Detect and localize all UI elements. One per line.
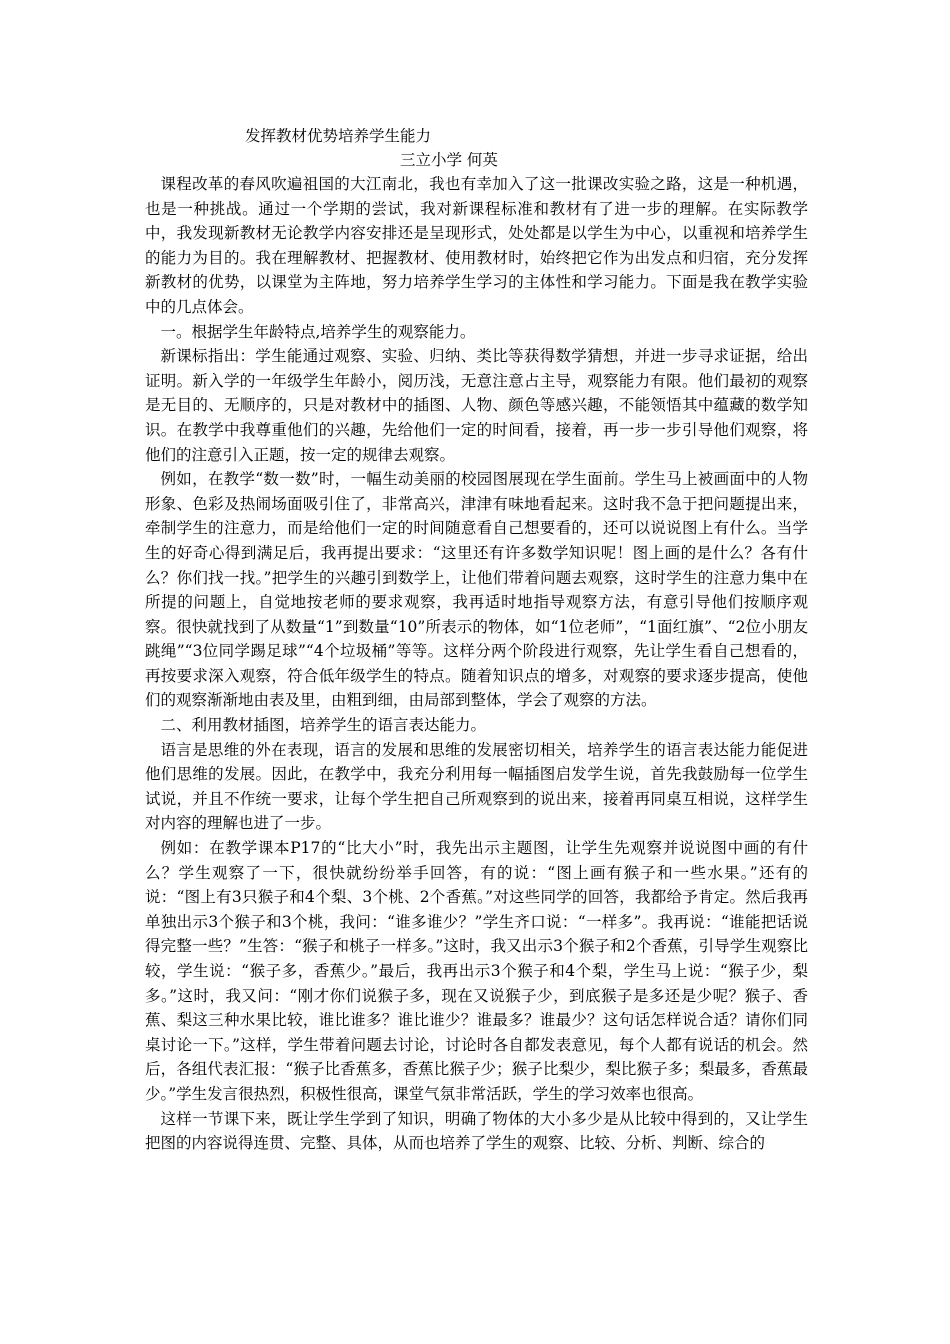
paragraph-observation: 新课标指出：学生能通过观察、实验、归纳、类比等获得数学猜想，并进一步寻求证据，给出证明。新入学的一年级学生年龄小，阅历浅，无意注意占主导，观察能力有限。他们最初的观察是无目的、无顺序的，只是对教材中的插图、人物、颜色等感兴趣，不能领悟其中蕴藏的数学知识。在教学中我尊重他们的兴趣，先给他们一定的时间看，接着，再一步一步引导他们观察，将他们的注意引入正题，按一定的规律去观察。 <box>145 347 808 464</box>
section-heading-1: 一。根据学生年龄特点,培养学生的观察能力。 <box>160 322 476 341</box>
document-page <box>145 124 808 1156</box>
paragraph-conclusion: 这样一节课下来，既让学生学到了知识，明确了物体的大小多少是从比较中得到的，又让学生把图的内容说得连贯、完整、具体，从而也培养了学生的观察、比较、分析、判断、综合的 <box>145 1109 808 1153</box>
paragraph-counting-example: 例如，在教学“数一数”时，一幅生动美丽的校园图展现在学生面前。学生马上被画面中的人物形象、色彩及热闹场面吸引住了，非常高兴，津津有味地看起来。这时我不急于把问题提出来，牵制学生的注意力，而是给他们一定的时间随意看自己想要看的，还可以说说图上有什么。当学生的好奇心得到满足后，我再提出要求：“这里还有许多数学知识呢！图上画的是什么？各有什么？你们找一找。”把学生的兴趣引到数学上，让他们带着问题去观察，这时学生的注意力集中在所提的问题上，自觉地按老师的要求观察，我再适时地指导观察方法，有意引导他们按顺序观察。很快就找到了从数量“1”到数量“10”所表示的物体，如“1位老师”，“1面红旗”、“2位小朋友跳绳”“3位同学踢足球”“4个垃圾桶”等等。这样分两个阶段进行观察，先让学生看自己想看的，再按要求深入观察，符合低年级学生的特点。随着知识点的增多，对观察的要求逐步提高，使他们的观察渐渐地由表及里，由粗到细，由局部到整体，学会了观察的方法。 <box>145 470 808 710</box>
document-title: 发挥教材优势培养学生能力 <box>245 127 432 145</box>
paragraph-language: 语言是思维的外在表现，语言的发展和思维的发展密切相关，培养学生的语言表达能力能促进他们思维的发展。因此，在教学中，我充分利用每一幅插图启发学生说，首先我鼓励每一位学生试说，并且不作统一要求，让每个学生把自己所观察到的说出来，接着再同桌互相说，这样学生对内容的理解也进了一步。 <box>145 740 808 833</box>
paragraph-compare-example: 例如：在教学课本P17的“比大小”时，我先出示主题图，让学生先观察并说说图中画的有什么？学生观察了一下，很快就纷纷举手回答，有的说：“图上画有猴子和一些水果。”还有的说：“图上有3只猴子和4个梨、3个桃、2个香蕉。”对这些同学的回答，我都给予肯定。然后我再单独出示3个猴子和3个桃，我问：“谁多谁少？”学生齐口说：“一样多”。我再说：“谁能把话说得完整一些？”生答：“猴子和桃子一样多。”这时，我又出示3个猴子和2个香蕉，引导学生观察比较，学生说：“猴子多，香蕉少。”最后，我再出示3个猴子和4个梨，学生马上说：“猴子少，梨多。”这时，我又问：“刚才你们说猴子多，现在又说猴子少，到底猴子是多还是少呢？猴子、香蕉、梨这三种水果比较，谁比谁多？谁比谁少？谁最多？谁最少？这句话怎样说合适？请你们同桌讨论一下。”这样，学生带着问题去讨论，讨论时各自都发表意见，每个人都有说话的机会。然后，各组代表汇报：“猴子比香蕉多，香蕉比猴子少；猴子比梨少，梨比猴子多；梨最多，香蕉最少。”学生发言很热烈，积极性很高，课堂气氛非常活跃，学生的学习效率也很高。 <box>145 839 808 1103</box>
author-byline: 三立小学 何英 <box>400 151 498 169</box>
section-heading-2: 二、利用教材插图，培养学生的语言表达能力。 <box>160 716 487 735</box>
paragraph-intro: 课程改革的春风吹遍祖国的大江南北，我也有幸加入了这一批课改实验之路，这是一种机遇，也是一种挑战。通过一个学期的尝试，我对新课程标准和教材有了进一步的理解。在实际教学中，我发现新教材无论教学内容安排还是呈现形式，处处都是以学生为中心，以重视和培养学生的能力为目的。我在理解教材、把握教材、使用教材时，始终把它作为出发点和归宿，充分发挥新教材的优势，以课堂为主阵地，努力培养学生学习的主体性和学习能力。下面是我在教学实验中的几点体会。 <box>145 175 808 316</box>
